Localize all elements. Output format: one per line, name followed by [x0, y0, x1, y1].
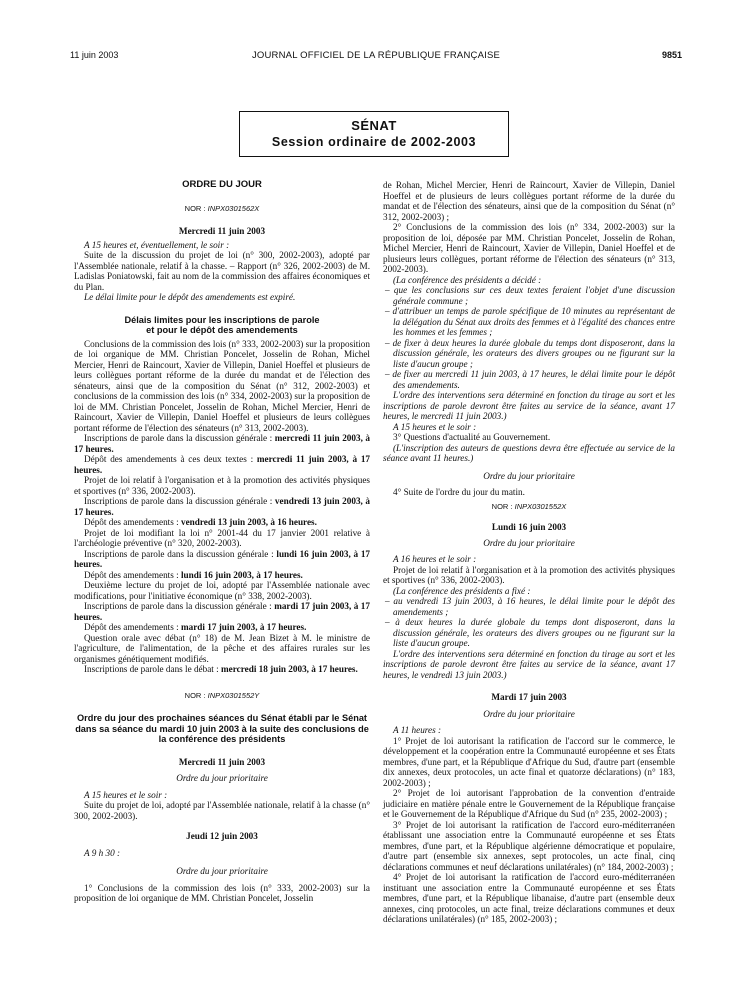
paragraph: 2° Projet de loi autorisant l'approbation de la convention d'entraide judiciaire en matière pénale entre le Gouvernement de la République française et le Gouvernement de la République d'Afrique du Sud (n° 235, 2002-2003) ;: [383, 788, 675, 819]
paragraph: Deuxième lecture du projet de loi, adopté par l'Assemblée nationale avec modifications, pour l'initiative économique (n° 338, 2002-2003).: [74, 580, 370, 601]
list-item: – que les conclusions sur ces deux textes feraient l'objet d'une discussion générale commune ;: [385, 285, 675, 306]
title-session: Session ordinaire de 2002-2003: [271, 135, 477, 149]
priority-heading: Ordre du jour prioritaire: [176, 773, 268, 783]
day-heading: Mardi 17 juin 2003: [491, 692, 567, 702]
list-item: – à deux heures la durée globale du temps dont disposeront, dans la discussion générale, les orateurs des divers groupes ou ne figurant sur la liste d'aucun groupe.: [385, 617, 675, 648]
paragraph: 3° Projet de loi autorisant la ratification de l'accord euro-méditerranéen établissant une association entre la Communauté européenne et ses États membres, d'une part, et la République algérienne démocratique et populaire, d'autre part (ensemble six annexes, sept protocoles, un acte final, cinq déclarations communes et neuf déclarations unilatérales) (n° 184, 2002-2003) ;: [383, 819, 675, 872]
header-date: 11 juin 2003: [70, 50, 119, 60]
section-heading: Ordre du jour des prochaines séances du Sénat établi par le Sénat dans sa séance du mardi 10 juin 2003 à la suite des conclusions de la conférence des présidents: [75, 713, 369, 744]
left-column: [74, 180, 370, 904]
nor-line-2: NOR : INPX0301552Y: [184, 690, 260, 700]
paragraph: Le délai limite pour le dépôt des amendements est expiré.: [84, 292, 296, 302]
list-item: – de fixer à deux heures la durée globale du temps dont disposeront, dans la discussion générale, les orateurs des divers groupes ou ne figurant sur la liste d'aucun groupe ;: [385, 337, 675, 369]
paragraph: Inscriptions de parole dans la discussion générale : mardi 17 juin 2003, à 17 heures.: [74, 601, 370, 622]
list-item: – de fixer au mercredi 11 juin 2003, à 17 heures, le délai limite pour le dépôt des amendements.: [385, 369, 675, 390]
paragraph: Suite de la discussion du projet de loi (n° 300, 2002-2003), adopté par l'Assemblée nationale, relatif à la chasse. – Rapport (n° 326, 2002-2003) de M. Ladislas Poniatowski, fait au nom de la commission des affaires économiques et du Plan.: [74, 250, 370, 292]
page-header: [70, 50, 682, 64]
paragraph: L'ordre des interventions sera déterminé en fonction du tirage au sort et les inscriptions de parole devront être faites au service de la séance, avant 17 heures, le vendredi 13 juin 2003.): [383, 648, 675, 680]
paragraph: A 16 heures et le soir :: [393, 554, 477, 564]
paragraph: 4° Suite de l'ordre du jour du matin.: [393, 487, 525, 497]
paragraph: Dépôt des amendements : mardi 17 juin 2003, à 17 heures.: [84, 622, 307, 632]
list-item: – d'attribuer un temps de parole spécifique de 10 minutes au représentant de la délégation du Sénat aux droits des femmes et à l'égalité des chances entre les hommes et les femmes ;: [385, 306, 675, 337]
paragraph: 2° Conclusions de la commission des lois (n° 334, 2002-2003) sur la proposition de loi, déposée par MM. Christian Poncelet, Josselin de Rohan, Michel Mercier, Henri de Raincourt, Xavier de Villepin, Daniel Hoeffel et de plusieurs leurs collègues, portant réforme de l'élection des sénateurs (n° 313, 2002-2003).: [383, 222, 675, 274]
header-page-number: 9851: [661, 50, 682, 60]
paragraph: 4° Projet de loi autorisant la ratification de l'accord euro-méditerranéen instituant une association entre la Communauté européenne et ses États membres, d'une part, et la République libanaise, d'autre part (ensemble deux annexes, cinq protocoles, un acte final, treize déclarations communes et deux déclarations unilatérales) (n° 185, 2002-2003) ;: [383, 872, 675, 924]
paragraph: A 11 heures :: [393, 725, 442, 735]
paragraph: Inscriptions de parole dans la discussion générale : lundi 16 juin 2003, à 17 heures.: [74, 548, 371, 569]
paragraph: de Rohan, Michel Mercier, Henri de Raincourt, Xavier de Villepin, Daniel Hoeffel et de plusieurs de leurs collègues portant réforme de la durée du mandat et de l'élection des sénateurs, ainsi que de la composition du Sénat (n° 312, 2002-2003) ;: [383, 180, 675, 222]
priority-heading: Ordre du jour prioritaire: [483, 537, 575, 548]
paragraph: Inscriptions de parole dans le débat : mercredi 18 juin 2003, à 17 heures.: [84, 664, 358, 674]
paragraph: Projet de loi relatif à l'organisation et à la promotion des activités physiques et sportives (n° 336, 2002-2003).: [74, 475, 370, 496]
paragraph: A 9 h 30 :: [84, 847, 121, 858]
title-box: [239, 111, 509, 157]
paragraph: Question orale avec débat (n° 18) de M. Jean Bizet à M. le ministre de l'agriculture, de l'alimentation, de la pêche et des affaires rurales sur les organismes génétiquement modifiés.: [74, 632, 370, 664]
paragraph: L'ordre des interventions sera déterminé en fonction du tirage au sort et les inscriptions de parole devront être faites au service de la séance, avant 17 heures, le mercredi 11 juin 2003.): [383, 390, 675, 421]
paragraph: Dépôt des amendements : vendredi 13 juin 2003, à 16 heures.: [84, 517, 317, 527]
paragraph: 3° Questions d'actualité au Gouvernement.: [393, 432, 551, 442]
paragraph: Inscriptions de parole dans la discussion générale : mercredi 11 juin 2003, à 17 heures.: [74, 433, 371, 454]
paragraph: Projet de loi modifiant la loi n° 2001-44 du 17 janvier 2001 relative à l'archéologie préventive (n° 320, 2002-2003).: [74, 527, 370, 548]
section-heading: et pour le dépôt des amendements: [146, 325, 298, 335]
priority-heading: Ordre du jour prioritaire: [483, 708, 575, 719]
paragraph: Conclusions de la commission des lois (n° 333, 2002-2003) sur la proposition de loi organique de MM. Christian Poncelet, Josselin de Rohan, Michel Mercier, Henri de Raincourt, Xavier de Villepin, Daniel Hoeffel et plusieurs de leurs collègues portant réforme de la durée du mandat et de l'élection des sénateurs, ainsi que de la composition du Sénat (n° 312, 2002-2003) et conclusions de la commission des lois (n° 334, 2002-2003) sur la proposition de loi de MM. Christian Poncelet, Josselin de Rohan, Michel Mercier, Henri de Raincourt, Xavier de Villepin, Daniel Hoeffel et plusieurs de leurs collègues portant réforme de l'élection des sénateurs (n° 313, 2002-2003).: [74, 338, 370, 433]
priority-heading: Ordre du jour prioritaire: [176, 866, 268, 876]
paragraph: (La conférence des présidents a décidé :: [393, 274, 542, 285]
section-heading: Délais limites pour les inscriptions de parole: [124, 314, 320, 325]
priority-heading: Ordre du jour prioritaire: [483, 470, 575, 481]
paragraph: A 15 heures et le soir :: [84, 789, 168, 800]
nor-number: INPX0301562X: [207, 203, 260, 213]
paragraph: (L'inscription des auteurs de questions devra être effectuée au service de la séance avant 11 heures.): [383, 442, 675, 463]
header-journal-title: JOURNAL OFFICIEL DE LA RÉPUBLIQUE FRANÇAISE: [251, 50, 501, 61]
paragraph: Projet de loi relatif à l'organisation et à la promotion des activités physiques et sportives (n° 336, 2002-2003).: [383, 564, 675, 585]
nor-label: NOR :: [184, 203, 206, 213]
right-column: [383, 180, 675, 925]
day-heading: Mercredi 11 juin 2003: [178, 226, 266, 236]
ordre-du-jour-title: ORDRE DU JOUR: [182, 179, 262, 190]
day-heading: Lundi 16 juin 2003: [491, 522, 567, 532]
paragraph: (La conférence des présidents a fixé :: [393, 585, 531, 596]
day-heading: Jeudi 12 juin 2003: [186, 831, 258, 841]
list-item: – au vendredi 13 juin 2003, à 16 heures, le délai limite pour le dépôt des amendements ;: [385, 596, 675, 617]
paragraph: 1° Projet de loi autorisant la ratification de l'accord sur le commerce, le développement et la coopération entre la Communauté européenne et ses États membres, d'une part, et la République d'Afrique du Sud, d'autre part (ensemble dix annexes, deux protocoles, un acte final et quatorze déclarations) (n° 183, 2002-2003) ;: [383, 735, 675, 788]
paragraph: Inscriptions de parole dans la discussion générale : vendredi 13 juin 2003, à 17 heures.: [74, 496, 370, 517]
paragraph: Dépôt des amendements : lundi 16 juin 2003, à 17 heures.: [84, 569, 303, 580]
day-heading: Mercredi 11 juin 2003: [178, 756, 266, 767]
nor-line-3: NOR : INPX0301552X: [491, 501, 567, 511]
nor-line-1: [74, 204, 370, 215]
paragraph: Suite du projet de loi, adopté par l'Assemblée nationale, relatif à la chasse (n° 300, 2002-2003).: [74, 800, 370, 821]
paragraph: A 15 heures et, éventuellement, le soir :: [84, 239, 230, 250]
paragraph: 1° Conclusions de la commission des lois (n° 333, 2002-2003) sur la proposition de loi organique de MM. Christian Poncelet, Josselin: [74, 882, 370, 903]
paragraph: A 15 heures et le soir :: [393, 421, 477, 432]
paragraph: Dépôt des amendements à ces deux textes : mercredi 11 juin 2003, à 17 heures.: [74, 454, 371, 475]
title-senat: SÉNAT: [351, 118, 397, 133]
